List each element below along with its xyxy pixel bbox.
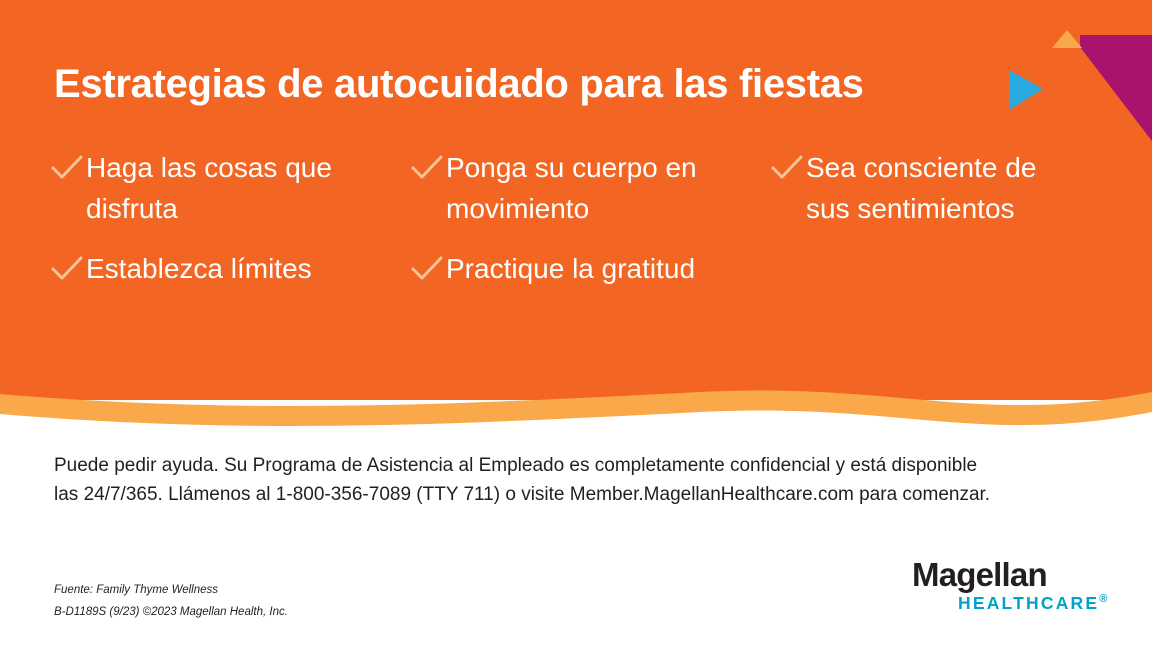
bullet-columns <box>50 148 1120 310</box>
yellow-triangle-icon <box>1050 28 1084 50</box>
logo-subtitle-text: HEALTHCARE <box>958 592 1100 613</box>
list-item <box>50 249 410 290</box>
list-item <box>410 249 770 290</box>
check-icon <box>410 255 446 285</box>
footer-body: Puede pedir ayuda. Su Programa de Asistencia al Empleado es completamente confidencial y está disponible las 24/7/365. Llámenos al 1-800-356-7089 (TTY 711) o visite Member.MagellanHealthcare.com para comenzar. <box>54 455 991 505</box>
check-icon <box>50 255 86 285</box>
legal-line: B-D1189S (9/23) ©2023 Magellan Health, Inc. <box>54 605 288 618</box>
list-item <box>770 148 1110 229</box>
bullet-column-1 <box>50 148 410 310</box>
list-item-label: Sea consciente de sus sentimientos <box>806 152 1037 224</box>
registered-mark: ® <box>1099 593 1110 605</box>
page-title: Estrategias de autocuidado para las fiestas <box>54 62 864 106</box>
magenta-triangle-icon <box>1060 35 1152 155</box>
list-item-label: Ponga su cuerpo en movimiento <box>446 152 697 224</box>
logo-subtitle <box>958 592 1110 613</box>
logo-wordmark: Magellan <box>912 556 1047 593</box>
list-item <box>50 148 410 229</box>
list-item-label: Practique la gratitud <box>446 253 696 285</box>
fine-print <box>54 580 288 624</box>
yellow-accent-wave <box>0 368 1152 438</box>
check-icon <box>410 154 446 184</box>
check-icon <box>50 154 86 184</box>
bullet-column-3 <box>770 148 1110 310</box>
check-icon <box>770 154 806 184</box>
magellan-logo <box>912 556 1110 613</box>
source-line: Fuente: Family Thyme Wellness <box>54 584 219 596</box>
bullet-column-2 <box>410 148 770 310</box>
blue-triangle-icon <box>1005 68 1045 112</box>
list-item-label: Haga las cosas que disfruta <box>86 152 332 224</box>
list-item-label: Establezca límites <box>86 253 312 285</box>
list-item <box>410 148 770 229</box>
